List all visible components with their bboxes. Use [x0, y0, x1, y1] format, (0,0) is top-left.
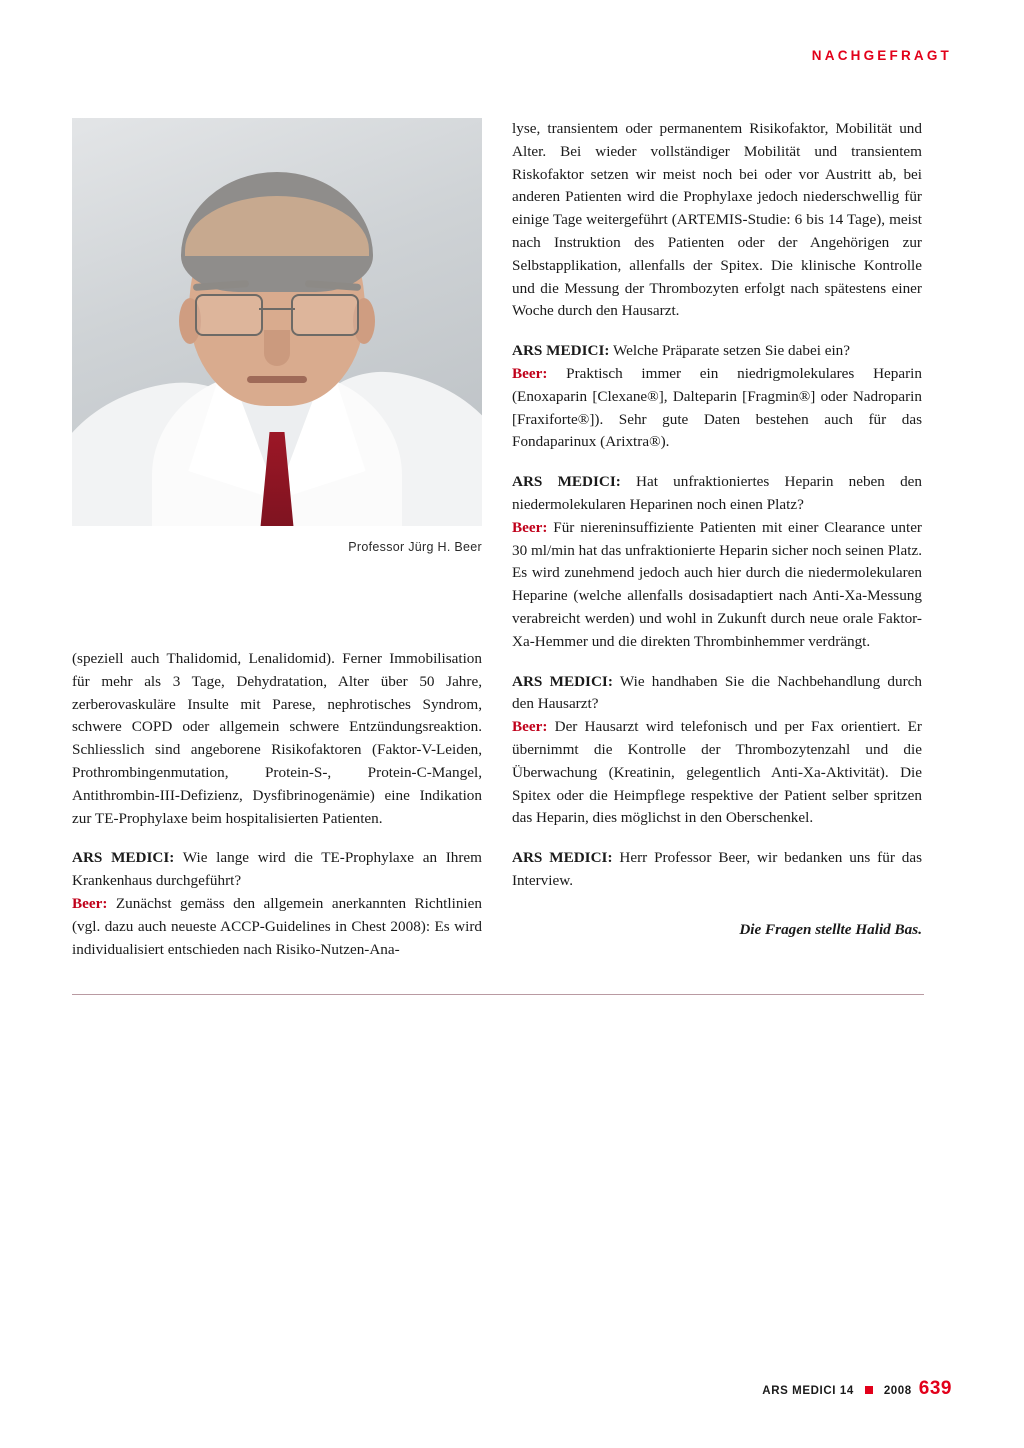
portrait-figure: [72, 118, 482, 554]
question-label: ARS MEDICI:: [512, 342, 610, 360]
question-text: Hat unfraktioniertes Heparin neben den niedermolekularen Heparinen noch einen Platz?: [512, 473, 922, 513]
answer-text: Der Hausarzt wird telefonisch und per Fax orientiert. Er übernimmt die Kontrolle der Thrombozytenzahl und die Überwachung (Kreatinin, gelegentlich Anti-Xa-Aktivität). Die Spitex oder die Heimpflege respektive der Patient selber spritzen das Heparin, dies möglichst in den Oberschenkel.: [512, 718, 922, 827]
question-text: Herr Professor Beer, wir bedanken uns für das Interview.: [512, 849, 922, 889]
page-number: 639: [918, 1378, 952, 1399]
footer-year: 2008: [883, 1385, 912, 1397]
photo-caption: Professor Jürg H. Beer: [348, 540, 482, 554]
question-label: ARS MEDICI:: [72, 849, 175, 867]
running-head: NACHGEFRAGT: [811, 48, 952, 63]
answer-label: Beer:: [512, 364, 548, 382]
left-text-column: [72, 648, 482, 961]
glasses-bridge-shape: [259, 308, 295, 310]
answer-text: Praktisch immer ein niedrigmolekulares Heparin (Enoxaparin [Clexane®], Dalteparin [Fragmin®] oder Nadroparin [Fraxiforte®]). Sehr gute Daten bestehen auch für das Fondaparinux (Arixtra®).: [512, 364, 922, 451]
answer-label: Beer:: [512, 518, 548, 536]
mouth-shape: [247, 376, 307, 383]
right-text-column: [512, 118, 922, 942]
qa-block-5: [512, 847, 922, 893]
nose-shape: [264, 330, 290, 366]
answer-label: Beer:: [512, 718, 548, 736]
qa-block-4: [512, 671, 922, 831]
portrait-photo: [72, 118, 482, 526]
question-text: Wie handhaben Sie die Nachbehandlung durch den Hausarzt?: [512, 672, 922, 713]
qa-block-2: [512, 340, 922, 454]
qa-block-1: [72, 847, 482, 961]
square-bullet-icon: [865, 1386, 873, 1394]
eyeglasses-shape: [195, 294, 359, 334]
lens-left-shape: [195, 294, 263, 336]
question-text: Wie lange wird die TE-Prophylaxe an Ihrem Krankenhaus durchgeführt?: [72, 849, 482, 890]
paragraph-risk-factors: (speziell auch Thalidomid, Lenalidomid). Ferner Immobilisation für mehr als 3 Tage, Dehydratation, Alter über 50 Jahre, zerberovaskuläre Insulte mit Parese, nephrotisches Syndrom, schwere COPD oder allgemein schwere Entzündungsreaktion. Schliesslich sind angeborene Risikofaktoren (Faktor-V-Leiden, Prothrombingenmutation, Protein-S-, Protein-C-Mangel, Antithrombin-III-Defizienz, Dysfibrinogenämie) eine Indikation zur TE-Prophylaxe beim hospitalisierten Patienten.: [72, 650, 482, 827]
page-footer: [762, 1378, 952, 1400]
question-label: ARS MEDICI:: [512, 473, 621, 491]
byline: Die Fragen stellte Halid Bas.: [739, 920, 922, 938]
answer-text: Zunächst gemäss den allgemein anerkannten Richtlinien (vgl. dazu auch neueste ACCP-Guidelines in Chest 2008): Es wird individualisiert entschieden nach Risiko-Nutzen-Ana-: [72, 894, 482, 958]
answer-label: Beer:: [72, 894, 108, 912]
qa-block-3: [512, 471, 922, 653]
question-text: Welche Präparate setzen Sie dabei ein?: [609, 342, 851, 360]
footer-journal: ARS MEDICI 14: [762, 1385, 854, 1397]
question-label: ARS MEDICI:: [512, 672, 613, 690]
lens-right-shape: [291, 294, 359, 336]
answer-text: Für niereninsuffiziente Patienten mit einer Clearance unter 30 ml/min hat das unfraktionierte Heparin sicher noch seinen Platz. Es wird zunehmend jedoch auch hier durch die niedermolekularen Heparine (welche allenfalls dosisadaptiert nach Anti-Xa-Messung verabreicht werden) und wohl in Zukunft durch neue orale Faktor-Xa-Hemmer und die direkten Thrombinhemmer verdrängt.: [512, 518, 922, 650]
paragraph-continuation: lyse, transientem oder permanentem Risikofaktor, Mobilität und Alter. Bei wieder vollständiger Mobilität und transientem Riskofaktor setzen wir meist noch bei oder vor Austritt ab, bei anderen Patienten wird die Prophylaxe jedoch niederschwellig für einige Tage weitergeführt (ARTEMIS-Studie: 6 bis 14 Tage), meist nach Instruktion des Patienten oder der Angehörigen zur Selbstapplikation, allenfalls der Spitex. Die klinische Kontrolle und die Messung der Thrombozyten erfolgt nach spätestens einer Woche durch den Hausarzt.: [512, 120, 922, 320]
horizontal-rule: [72, 994, 924, 995]
question-label: ARS MEDICI:: [512, 849, 613, 867]
